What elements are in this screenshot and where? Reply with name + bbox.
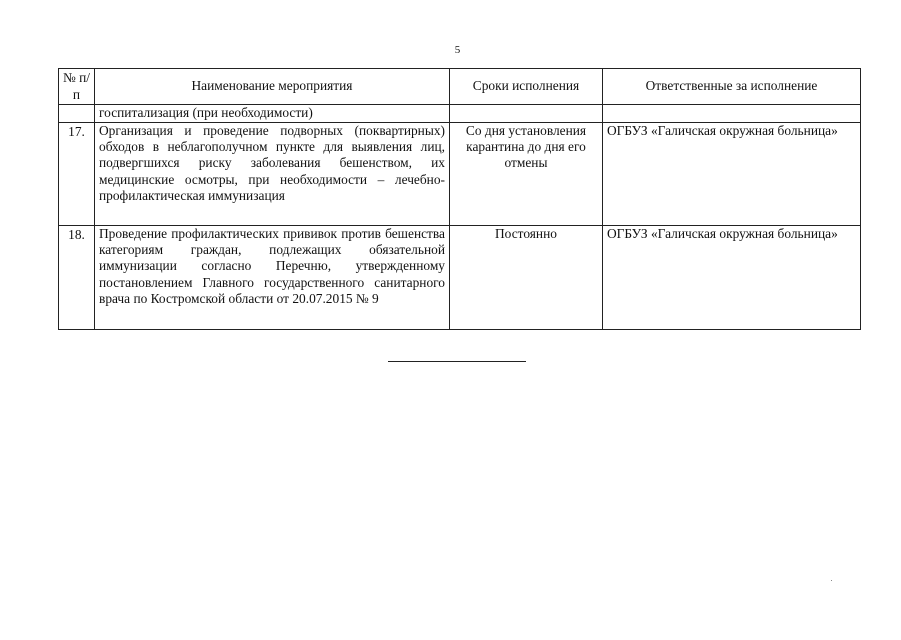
closing-divider-line bbox=[388, 361, 526, 362]
row-name: госпитализация (при необходимости) bbox=[95, 105, 450, 123]
row-terms bbox=[450, 105, 603, 123]
row-name: Проведение профилактических прививок против бешенства категориям граждан, подлежащих обязательной иммунизации согласно Перечню, утвержденному постановлением Главного государственного санитарного врача по Костромской области от 20.07.2015 № 9 bbox=[95, 226, 450, 330]
table-row bbox=[59, 123, 861, 226]
table-row bbox=[59, 226, 861, 330]
table-row bbox=[59, 105, 861, 123]
header-name: Наименование мероприятия bbox=[95, 69, 450, 105]
row-responsible: ОГБУЗ «Галичская окружная больница» bbox=[603, 123, 861, 226]
header-responsible: Ответственные за исполнение bbox=[603, 69, 861, 105]
row-terms: Постоянно bbox=[450, 226, 603, 330]
row-terms: Со дня установления карантина до дня его отмены bbox=[450, 123, 603, 226]
row-num: 17. bbox=[59, 123, 95, 226]
row-name: Организация и проведение подворных (поквартирных) обходов в неблагополучном пункте для выявления лиц, подвергшихся риску заболевания бешенством, их медицинские осмотры, при необходимости – лечебно-профилактическая иммунизация bbox=[95, 123, 450, 226]
page-number: 5 bbox=[454, 44, 461, 56]
header-terms: Сроки исполнения bbox=[450, 69, 603, 105]
row-responsible bbox=[603, 105, 861, 123]
scan-speck bbox=[831, 580, 832, 581]
row-responsible: ОГБУЗ «Галичская окружная больница» bbox=[603, 226, 861, 330]
table-header-row bbox=[59, 69, 861, 105]
header-num: № п/п bbox=[59, 69, 95, 105]
row-num bbox=[59, 105, 95, 123]
row-num: 18. bbox=[59, 226, 95, 330]
measures-table bbox=[58, 68, 861, 330]
